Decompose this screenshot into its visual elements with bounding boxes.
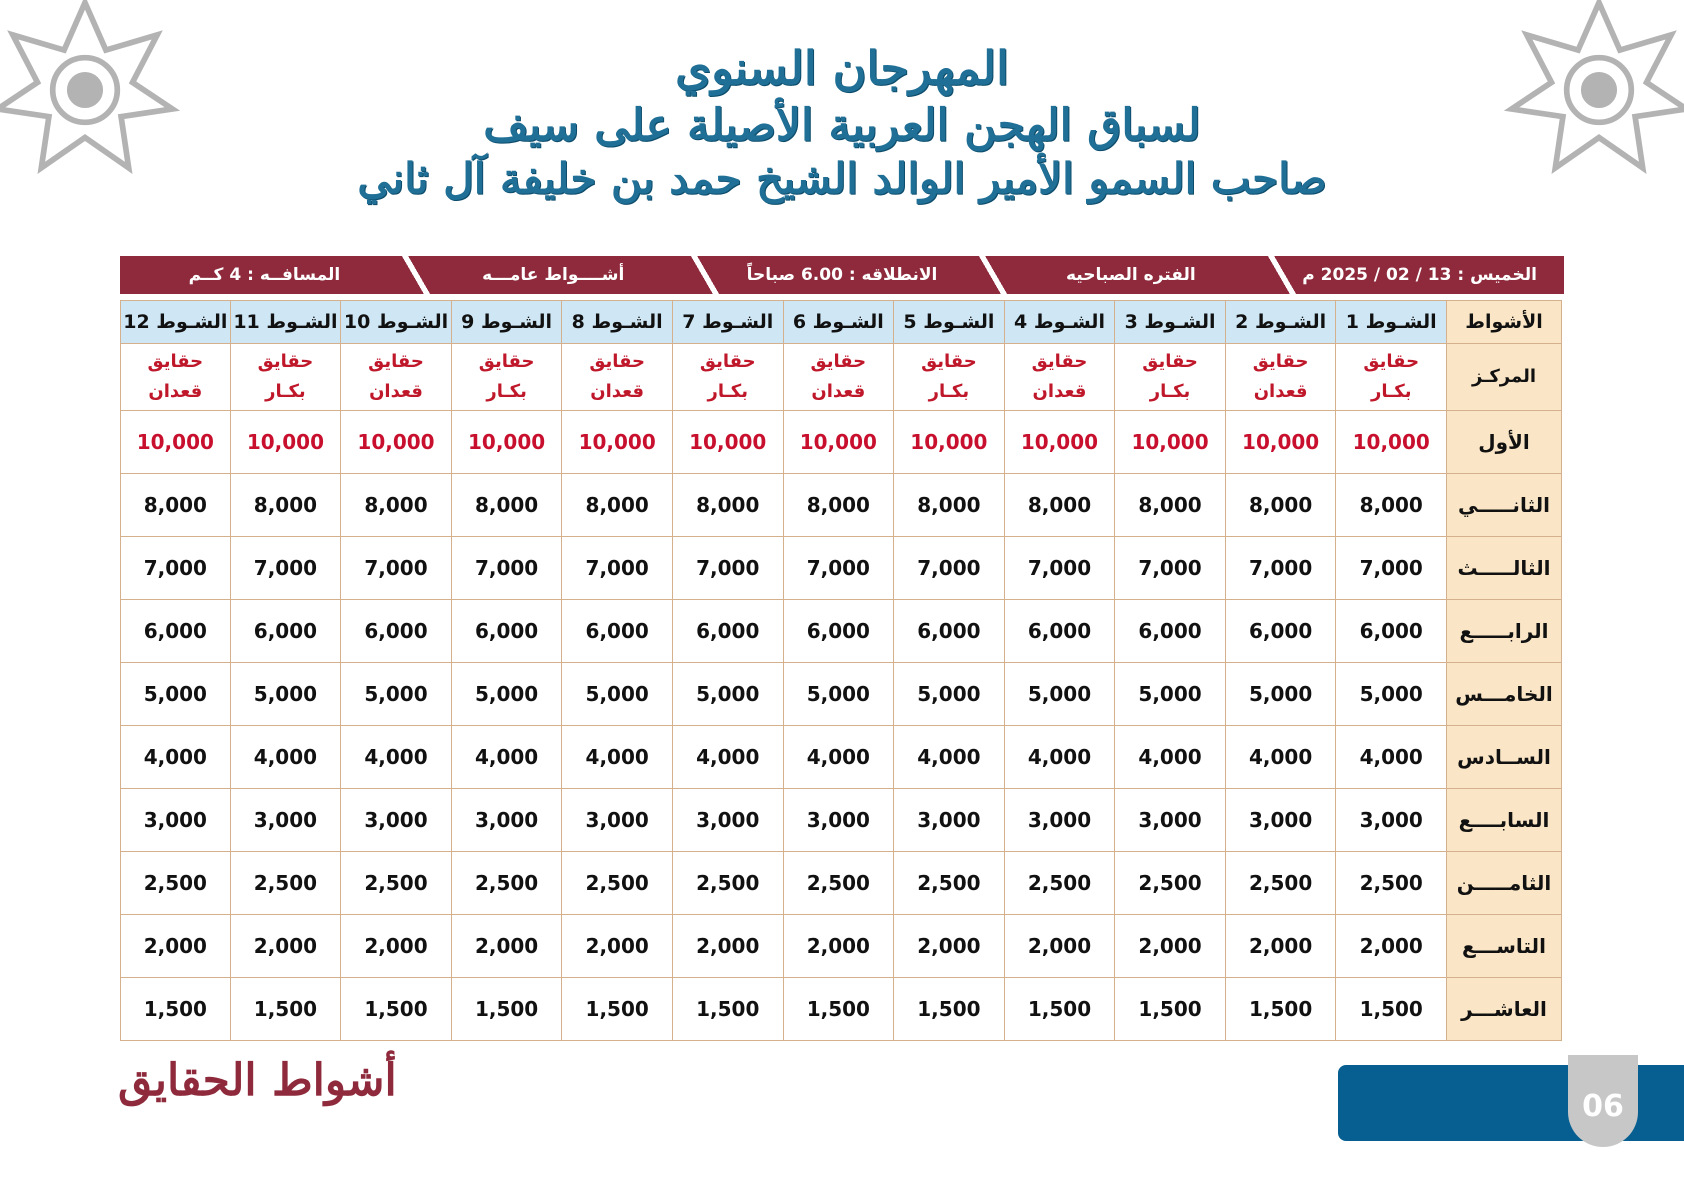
prize-amount: 6,000 xyxy=(894,600,1005,663)
round-category xyxy=(562,344,673,411)
prize-amount: 7,000 xyxy=(1336,537,1447,600)
prize-amount: 2,000 xyxy=(562,915,673,978)
prize-amount: 3,000 xyxy=(562,789,673,852)
prize-amount: 8,000 xyxy=(1226,474,1337,537)
prize-amount: 2,500 xyxy=(341,852,452,915)
round-header: الشـوط 1 xyxy=(1336,300,1447,344)
race-date: الخميس : 13 / 02 / 2025 م xyxy=(1302,265,1537,285)
category-type: حقايق xyxy=(699,351,756,372)
prize-amount: 10,000 xyxy=(341,411,452,474)
prize-amount: 10,000 xyxy=(784,411,895,474)
prize-amount: 4,000 xyxy=(784,726,895,789)
prize-amount: 1,500 xyxy=(341,978,452,1041)
category-type: حقايق xyxy=(478,351,535,372)
prize-amount: 2,500 xyxy=(1226,852,1337,915)
place-label: السابــــع xyxy=(1447,789,1562,852)
category-type: حقايق xyxy=(1142,351,1198,372)
round-header: الشـوط 11 xyxy=(231,300,342,344)
prize-amount: 8,000 xyxy=(452,474,563,537)
event-title-line2: لسباق الهجن العربية الأصيلة على سيف xyxy=(483,99,1201,151)
prize-amount: 7,000 xyxy=(231,537,342,600)
place-label: الســادس xyxy=(1447,726,1562,789)
prize-amount: 8,000 xyxy=(231,474,342,537)
prize-amount: 3,000 xyxy=(1115,789,1226,852)
prize-amount: 8,000 xyxy=(1336,474,1447,537)
prize-row xyxy=(120,915,1562,978)
prize-amount: 6,000 xyxy=(1336,600,1447,663)
round-header: الشـوط 7 xyxy=(673,300,784,344)
prize-amount: 7,000 xyxy=(341,537,452,600)
prize-amount: 3,000 xyxy=(120,789,231,852)
prize-amount: 10,000 xyxy=(231,411,342,474)
round-category xyxy=(231,344,342,411)
prize-amount: 7,000 xyxy=(1005,537,1116,600)
prize-amount: 2,500 xyxy=(1336,852,1447,915)
round-category xyxy=(120,344,231,411)
start-time: الانطلاقه : 6.00 صباحاً xyxy=(698,256,987,294)
prize-amount: 8,000 xyxy=(673,474,784,537)
prize-amount: 1,500 xyxy=(894,978,1005,1041)
category-type: حقايق xyxy=(1252,351,1309,372)
prize-amount: 7,000 xyxy=(1226,537,1337,600)
category-type: حقايق xyxy=(1363,351,1420,372)
prize-amount: 4,000 xyxy=(673,726,784,789)
prize-amount: 2,000 xyxy=(120,915,231,978)
round-header: الشـوط 10 xyxy=(341,300,452,344)
prize-amount: 7,000 xyxy=(452,537,563,600)
prize-amount: 5,000 xyxy=(1115,663,1226,726)
prize-amount: 2,000 xyxy=(1226,915,1337,978)
prize-amount: 5,000 xyxy=(1005,663,1116,726)
round-category xyxy=(341,344,452,411)
place-label: الرابـــــع xyxy=(1447,600,1562,663)
category-age: بكـار xyxy=(707,381,748,402)
prize-amount: 5,000 xyxy=(1226,663,1337,726)
place-label: الخامـــس xyxy=(1447,663,1562,726)
prize-amount: 4,000 xyxy=(1226,726,1337,789)
round-header: الشـوط 5 xyxy=(894,300,1005,344)
category-type: حقايق xyxy=(810,351,867,372)
category-age: قعدان xyxy=(1253,381,1308,402)
prize-amount: 6,000 xyxy=(1226,600,1337,663)
page-number: 06 xyxy=(1568,1055,1638,1147)
prize-amount: 1,500 xyxy=(231,978,342,1041)
round-header: الشـوط 2 xyxy=(1226,300,1337,344)
prize-amount: 2,000 xyxy=(1336,915,1447,978)
prize-amount: 8,000 xyxy=(1005,474,1116,537)
prize-amount: 1,500 xyxy=(452,978,563,1041)
round-header: الشـوط 3 xyxy=(1115,300,1226,344)
category-type: حقايق xyxy=(368,351,424,372)
info-bar xyxy=(120,256,1564,294)
prize-amount: 10,000 xyxy=(562,411,673,474)
prize-amount: 2,500 xyxy=(120,852,231,915)
round-category xyxy=(894,344,1005,411)
prize-amount: 1,500 xyxy=(1336,978,1447,1041)
prize-amount: 2,000 xyxy=(673,915,784,978)
prize-amount: 8,000 xyxy=(120,474,231,537)
place-label: الثامـــــن xyxy=(1447,852,1562,915)
prize-amount: 2,500 xyxy=(784,852,895,915)
category-age: قعدان xyxy=(1032,381,1087,402)
prize-amount: 5,000 xyxy=(562,663,673,726)
place-label: التاســـع xyxy=(1447,915,1562,978)
prize-amount: 5,000 xyxy=(784,663,895,726)
prize-amount: 6,000 xyxy=(562,600,673,663)
prize-amount: 2,000 xyxy=(341,915,452,978)
round-category xyxy=(1005,344,1116,411)
prize-amount: 3,000 xyxy=(784,789,895,852)
prize-row xyxy=(120,726,1562,789)
round-header: الشـوط 4 xyxy=(1005,300,1116,344)
prize-amount: 1,500 xyxy=(120,978,231,1041)
prize-amount: 10,000 xyxy=(452,411,563,474)
prize-amount: 5,000 xyxy=(341,663,452,726)
prize-amount: 3,000 xyxy=(1226,789,1337,852)
round-header: الشـوط 9 xyxy=(452,300,563,344)
category-age: بكـار xyxy=(1370,381,1412,402)
prize-amount: 5,000 xyxy=(452,663,563,726)
prize-amount: 4,000 xyxy=(562,726,673,789)
prize-amount: 2,000 xyxy=(784,915,895,978)
prize-amount: 2,000 xyxy=(894,915,1005,978)
prize-amount: 3,000 xyxy=(1336,789,1447,852)
prize-amount: 10,000 xyxy=(120,411,231,474)
place-label: الثالـــــث xyxy=(1447,537,1562,600)
category-type: حقايق xyxy=(589,351,645,372)
prize-amount: 8,000 xyxy=(341,474,452,537)
prize-amount: 10,000 xyxy=(1115,411,1226,474)
prize-amount: 3,000 xyxy=(1005,789,1116,852)
prize-amount: 8,000 xyxy=(562,474,673,537)
prize-amount: 1,500 xyxy=(673,978,784,1041)
prize-amount: 6,000 xyxy=(673,600,784,663)
prize-amount: 3,000 xyxy=(894,789,1005,852)
prize-amount: 2,500 xyxy=(562,852,673,915)
prize-amount: 7,000 xyxy=(673,537,784,600)
category-age: قعدان xyxy=(811,381,866,402)
prize-amount: 2,000 xyxy=(1005,915,1116,978)
prize-row xyxy=(120,600,1562,663)
prize-amount: 7,000 xyxy=(894,537,1005,600)
prize-table xyxy=(120,300,1562,1041)
prize-amount: 8,000 xyxy=(1115,474,1226,537)
prize-amount: 4,000 xyxy=(1115,726,1226,789)
rounds-header-row xyxy=(120,300,1562,344)
prize-amount: 1,500 xyxy=(1005,978,1116,1041)
rounds-corner-label: الأشواط xyxy=(1447,300,1562,344)
prize-amount: 2,000 xyxy=(231,915,342,978)
prize-amount: 1,500 xyxy=(1226,978,1337,1041)
round-category xyxy=(1336,344,1447,411)
category-type: حقايق xyxy=(1031,351,1088,372)
round-category xyxy=(673,344,784,411)
place-label: العاشـــر xyxy=(1447,978,1562,1041)
prize-amount: 5,000 xyxy=(231,663,342,726)
prize-amount: 7,000 xyxy=(1115,537,1226,600)
round-header: الشـوط 8 xyxy=(562,300,673,344)
prize-amount: 6,000 xyxy=(1005,600,1116,663)
prize-amount: 5,000 xyxy=(120,663,231,726)
event-title-line3: صاحب السمو الأمير الوالد الشيخ حمد بن خليفة آل ثاني xyxy=(357,153,1327,203)
prize-amount: 2,500 xyxy=(452,852,563,915)
prize-amount: 2,500 xyxy=(673,852,784,915)
prize-amount: 1,500 xyxy=(784,978,895,1041)
prize-amount: 3,000 xyxy=(673,789,784,852)
prize-amount: 6,000 xyxy=(1115,600,1226,663)
prize-amount: 1,500 xyxy=(562,978,673,1041)
round-header: الشـوط 6 xyxy=(784,300,895,344)
prize-amount: 5,000 xyxy=(894,663,1005,726)
place-label: الأول xyxy=(1447,411,1562,474)
prize-amount: 10,000 xyxy=(1336,411,1447,474)
prize-amount: 1,500 xyxy=(1115,978,1226,1041)
category-type: حقايق xyxy=(921,351,977,372)
race-distance: المسافــه : 4 كــم xyxy=(120,256,409,294)
round-category xyxy=(1226,344,1337,411)
prize-row xyxy=(120,978,1562,1041)
prize-amount: 2,000 xyxy=(452,915,563,978)
prize-amount: 8,000 xyxy=(784,474,895,537)
prize-row xyxy=(120,789,1562,852)
category-age: بكـار xyxy=(486,381,527,402)
footer-title: أشواط الحقايق xyxy=(118,1055,397,1106)
place-label: الثانـــــي xyxy=(1447,474,1562,537)
prize-amount: 2,000 xyxy=(1115,915,1226,978)
prize-amount: 7,000 xyxy=(562,537,673,600)
category-age: بكـار xyxy=(1149,381,1191,402)
prize-amount: 3,000 xyxy=(231,789,342,852)
prize-amount: 4,000 xyxy=(1005,726,1116,789)
center-row xyxy=(120,344,1562,411)
prize-row xyxy=(120,663,1562,726)
prize-amount: 4,000 xyxy=(1336,726,1447,789)
category-age: بكـار xyxy=(265,381,306,402)
prize-amount: 2,500 xyxy=(1005,852,1116,915)
prize-amount: 8,000 xyxy=(894,474,1005,537)
category-type: حقايق xyxy=(147,351,204,372)
prize-amount: 4,000 xyxy=(894,726,1005,789)
prize-amount: 10,000 xyxy=(1226,411,1337,474)
category-age: قعدان xyxy=(369,381,423,402)
race-type: أشــــواط عامـــه xyxy=(409,256,698,294)
prize-amount: 5,000 xyxy=(1336,663,1447,726)
category-age: قعدان xyxy=(148,381,203,402)
round-category xyxy=(1115,344,1226,411)
prize-amount: 3,000 xyxy=(341,789,452,852)
prize-amount: 3,000 xyxy=(452,789,563,852)
category-age: قعدان xyxy=(590,381,645,402)
prize-amount: 4,000 xyxy=(120,726,231,789)
prize-amount: 2,500 xyxy=(894,852,1005,915)
prize-amount: 6,000 xyxy=(452,600,563,663)
prize-amount: 2,500 xyxy=(1115,852,1226,915)
prize-amount: 10,000 xyxy=(1005,411,1116,474)
prize-amount: 10,000 xyxy=(673,411,784,474)
prize-amount: 2,500 xyxy=(231,852,342,915)
prize-amount: 7,000 xyxy=(120,537,231,600)
prize-amount: 10,000 xyxy=(894,411,1005,474)
round-category xyxy=(452,344,563,411)
race-period: الفتره الصباحيه xyxy=(986,256,1275,294)
prize-amount: 4,000 xyxy=(341,726,452,789)
prize-amount: 7,000 xyxy=(784,537,895,600)
prize-amount: 6,000 xyxy=(231,600,342,663)
prize-amount: 4,000 xyxy=(231,726,342,789)
prize-row xyxy=(120,474,1562,537)
event-title xyxy=(0,40,1684,205)
round-category xyxy=(784,344,895,411)
prize-row xyxy=(120,411,1562,474)
prize-row xyxy=(120,852,1562,915)
prize-amount: 6,000 xyxy=(341,600,452,663)
category-age: بكـار xyxy=(928,381,970,402)
prize-amount: 6,000 xyxy=(784,600,895,663)
round-header: الشـوط 12 xyxy=(120,300,231,344)
prize-amount: 5,000 xyxy=(673,663,784,726)
prize-row xyxy=(120,537,1562,600)
prize-amount: 6,000 xyxy=(120,600,231,663)
category-type: حقايق xyxy=(257,351,314,372)
event-title-line1: المهرجان السنوي xyxy=(675,41,1009,95)
center-label: المركـز xyxy=(1447,344,1562,411)
prize-amount: 4,000 xyxy=(452,726,563,789)
